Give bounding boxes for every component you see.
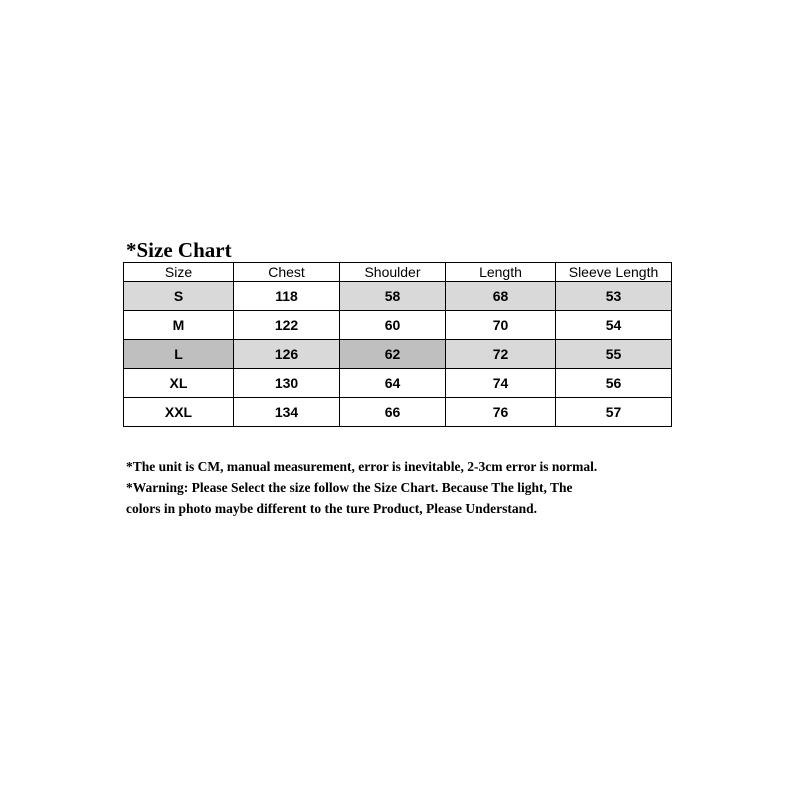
cell-shoulder: 64 — [340, 369, 446, 398]
note-unit: *The unit is CM, manual measurement, error is inevitable, 2-3cm error is normal. — [126, 459, 598, 474]
header-shoulder: Shoulder — [340, 263, 446, 282]
cell-shoulder: 58 — [340, 282, 446, 311]
cell-chest: 118 — [234, 282, 340, 311]
cell-length: 72 — [446, 340, 556, 369]
table-header-row — [124, 263, 672, 282]
header-length: Length — [446, 263, 556, 282]
cell-chest: 134 — [234, 398, 340, 427]
cell-length: 70 — [446, 311, 556, 340]
cell-chest: 126 — [234, 340, 340, 369]
cell-sleeve-length: 55 — [556, 340, 672, 369]
table-row — [124, 311, 672, 340]
cell-shoulder: 60 — [340, 311, 446, 340]
cell-chest: 122 — [234, 311, 340, 340]
cell-size: S — [124, 282, 234, 311]
cell-length: 76 — [446, 398, 556, 427]
cell-sleeve-length: 54 — [556, 311, 672, 340]
table-row — [124, 369, 672, 398]
header-chest: Chest — [234, 263, 340, 282]
header-size: Size — [124, 263, 234, 282]
cell-shoulder: 62 — [340, 340, 446, 369]
header-sleeve-length: Sleeve Length — [556, 263, 672, 282]
cell-chest: 130 — [234, 369, 340, 398]
note-warning-continued: colors in photo maybe different to the ture Product, Please Understand. — [126, 501, 537, 516]
size-chart-title: *Size Chart — [126, 238, 232, 262]
table-row — [124, 398, 672, 427]
cell-size: XL — [124, 369, 234, 398]
table-row — [124, 340, 672, 369]
cell-sleeve-length: 57 — [556, 398, 672, 427]
cell-size: XXL — [124, 398, 234, 427]
table-row — [124, 282, 672, 311]
cell-shoulder: 66 — [340, 398, 446, 427]
note-warning: *Warning: Please Select the size follow the Size Chart. Because The light, The — [126, 480, 573, 495]
cell-size: L — [124, 340, 234, 369]
size-chart-table — [123, 262, 672, 427]
cell-sleeve-length: 53 — [556, 282, 672, 311]
cell-sleeve-length: 56 — [556, 369, 672, 398]
cell-size: M — [124, 311, 234, 340]
cell-length: 74 — [446, 369, 556, 398]
notes-block — [126, 456, 686, 519]
cell-length: 68 — [446, 282, 556, 311]
